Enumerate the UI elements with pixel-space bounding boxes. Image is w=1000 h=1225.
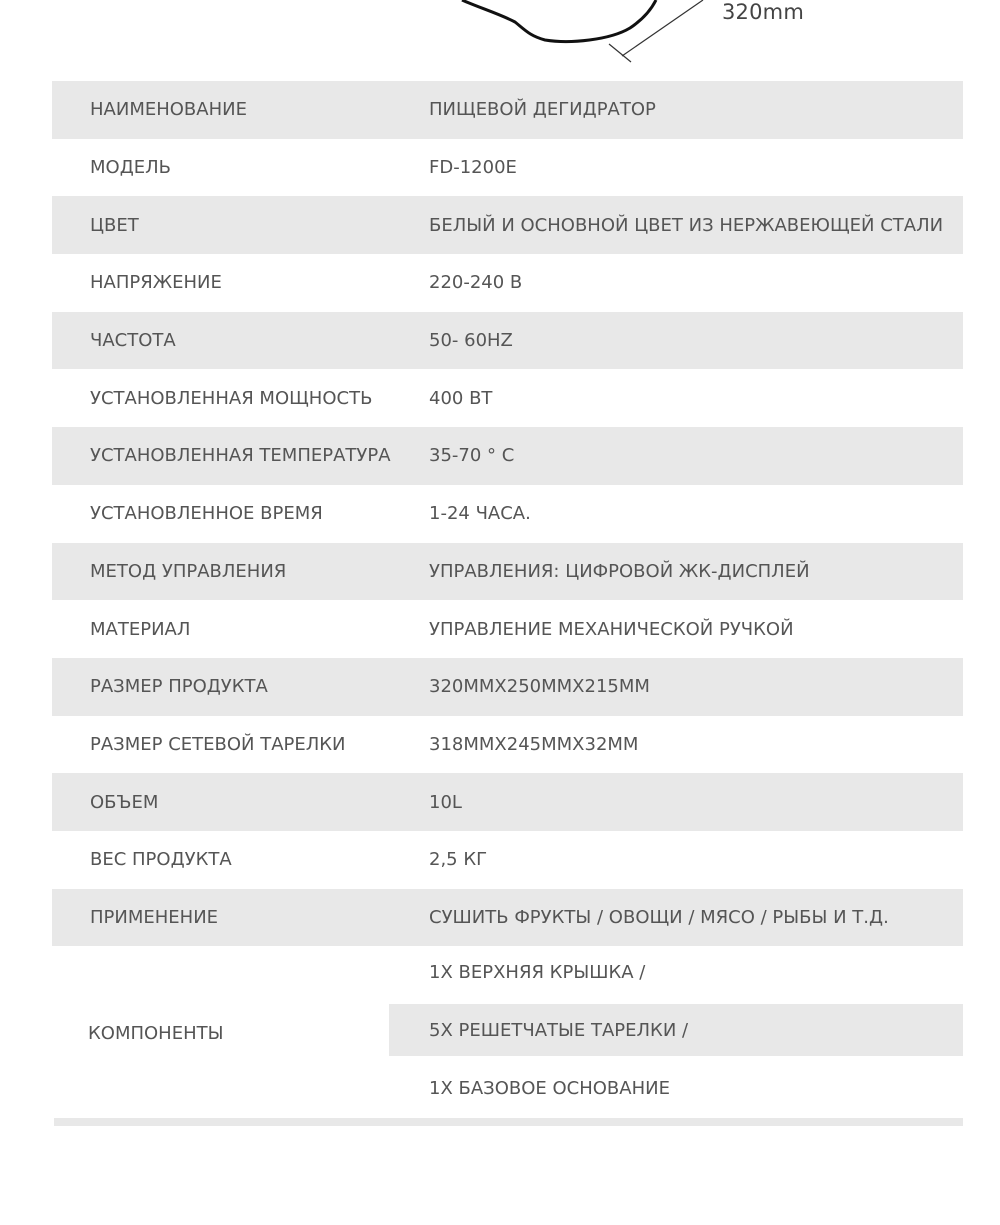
- spec-label: УСТАНОВЛЕННОЕ ВРЕМЯ: [90, 503, 323, 525]
- spec-row: [52, 831, 963, 889]
- spec-value: 1-24 ЧАСА.: [429, 503, 531, 525]
- spec-label: НАПРЯЖЕНИЕ: [90, 272, 222, 294]
- dimension-tick: [609, 44, 631, 62]
- spec-value: 400 ВТ: [429, 387, 493, 409]
- component-item: 1X БАЗОВОЕ ОСНОВАНИЕ: [429, 1077, 670, 1099]
- spec-value: БЕЛЫЙ И ОСНОВНОЙ ЦВЕТ ИЗ НЕРЖАВЕЮЩЕЙ СТАЛИ: [429, 214, 944, 236]
- spec-table: [52, 81, 963, 1120]
- component-item: 5X РЕШЕТЧАТЫЕ ТАРЕЛКИ /: [389, 1004, 963, 1056]
- spec-row: [52, 312, 963, 370]
- table-bottom-bar: [54, 1118, 963, 1126]
- spec-label: ОБЪЕМ: [90, 791, 159, 813]
- spec-row: [52, 254, 963, 312]
- spec-value: СУШИТЬ ФРУКТЫ / ОВОЩИ / МЯСО / РЫБЫ И Т.Д.: [429, 906, 889, 928]
- spec-value: 220-240 В: [429, 272, 523, 294]
- spec-label: РАЗМЕР ПРОДУКТА: [90, 676, 268, 698]
- spec-value: 2,5 КГ: [429, 849, 488, 871]
- spec-value: 35-70 ° C: [429, 445, 515, 467]
- spec-label: ПРИМЕНЕНИЕ: [90, 906, 219, 928]
- dimension-line: [622, 0, 703, 56]
- spec-label: НАИМЕНОВАНИЕ: [90, 99, 247, 121]
- spec-row: [52, 427, 963, 485]
- components-row: [52, 946, 963, 1120]
- spec-row: [52, 485, 963, 543]
- product-outline-drawing: [0, 0, 1000, 80]
- spec-label: РАЗМЕР СЕТЕВОЙ ТАРЕЛКИ: [90, 733, 346, 755]
- spec-row: [52, 196, 963, 254]
- spec-value: ПИЩЕВОЙ ДЕГИДРАТОР: [429, 99, 656, 121]
- components-label: КОМПОНЕНТЫ: [88, 1022, 224, 1044]
- spec-row: [52, 81, 963, 139]
- spec-label: УСТАНОВЛЕННАЯ МОЩНОСТЬ: [90, 387, 373, 409]
- spec-label: МОДЕЛЬ: [90, 157, 172, 179]
- spec-label: МАТЕРИАЛ: [90, 618, 191, 640]
- spec-row: [52, 889, 963, 947]
- spec-row: [52, 369, 963, 427]
- spec-label: ВЕС ПРОДУКТА: [90, 849, 232, 871]
- spec-value: 318MMX245MMX32MM: [429, 733, 639, 755]
- spec-row: [52, 139, 963, 197]
- dimension-label: 320mm: [722, 0, 804, 24]
- spec-label: ЧАСТОТА: [90, 330, 176, 352]
- spec-value: 320MMX250MMX215MM: [429, 676, 650, 698]
- spec-row: [52, 716, 963, 774]
- spec-label: ЦВЕТ: [90, 214, 139, 236]
- component-item: 1X ВЕРХНЯЯ КРЫШКА /: [429, 961, 646, 983]
- spec-label: УСТАНОВЛЕННАЯ ТЕМПЕРАТУРА: [90, 445, 391, 467]
- spec-value: УПРАВЛЕНИЯ: ЦИФРОВОЙ ЖК-ДИСПЛЕЙ: [429, 560, 810, 582]
- spec-value: 10L: [429, 791, 462, 813]
- spec-value: FD-1200E: [429, 157, 517, 179]
- spec-value: УПРАВЛЕНИЕ МЕХАНИЧЕСКОЙ РУЧКОЙ: [429, 618, 794, 640]
- spec-row: [52, 773, 963, 831]
- spec-label: МЕТОД УПРАВЛЕНИЯ: [90, 560, 287, 582]
- spec-row: [52, 600, 963, 658]
- spec-row: [52, 543, 963, 601]
- spec-row: [52, 658, 963, 716]
- spec-value: 50- 60HZ: [429, 330, 513, 352]
